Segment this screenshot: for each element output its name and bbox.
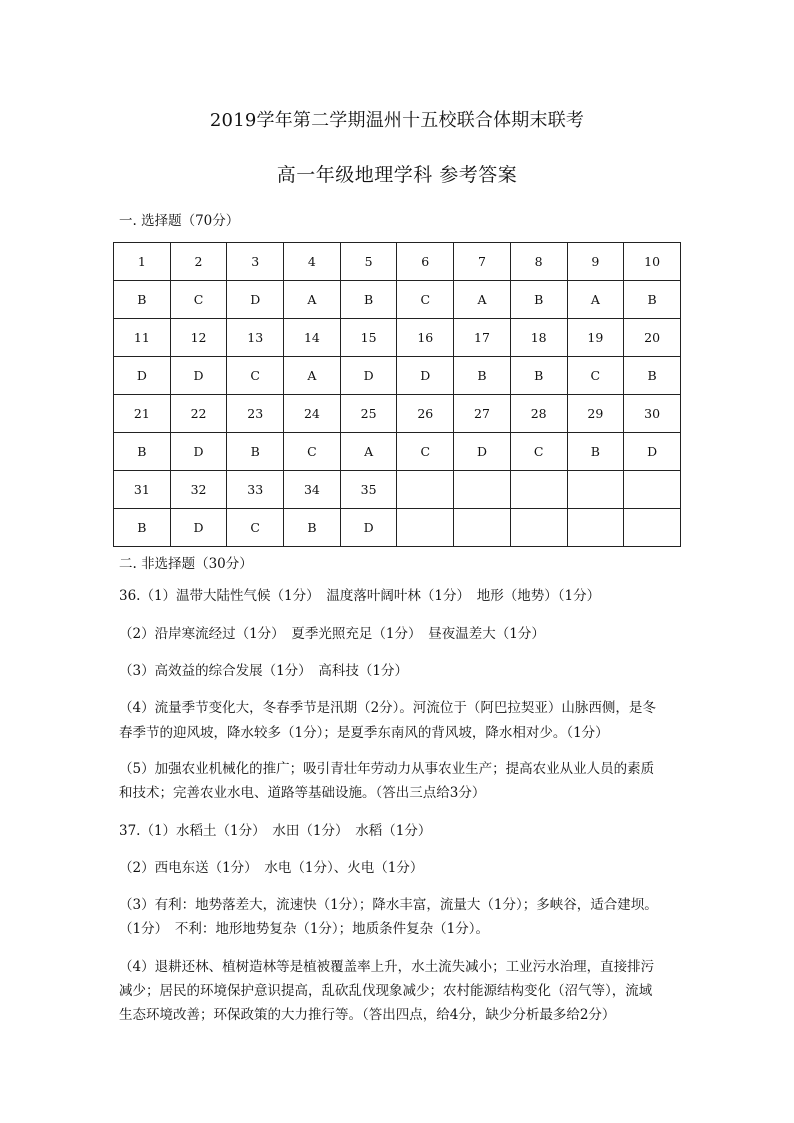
- question-number-cell: 12: [170, 319, 227, 357]
- exam-subtitle: 高一年级地理学科 参考答案: [276, 164, 518, 186]
- question-number-cell: 24: [284, 395, 341, 433]
- question-number-cell: 11: [114, 319, 171, 357]
- answer-cell: A: [567, 281, 624, 319]
- exam-title: 2019学年第二学期温州十五校联合体期末联考: [209, 110, 585, 131]
- q36-part5-line2: 和技术；完善农业水电、道路等基础设施。（答出三点给3分）: [119, 785, 486, 801]
- question-number-cell: 25: [340, 395, 397, 433]
- question-number-cell: 14: [284, 319, 341, 357]
- answer-cell: [397, 509, 454, 547]
- answer-cell: B: [454, 357, 511, 395]
- question-number-cell: 8: [510, 243, 567, 281]
- question-number-cell: 26: [397, 395, 454, 433]
- q37-part4-line1: （4）退耕还林、植树造林等是植被覆盖率上升，水土流失减小；工业污水治理，直接排污: [119, 959, 655, 975]
- question-number-cell: 4: [284, 243, 341, 281]
- question-number-cell: 35: [340, 471, 397, 509]
- question-number-cell: 1: [114, 243, 171, 281]
- answer-cell: A: [454, 281, 511, 319]
- question-number-row: [114, 319, 681, 357]
- answer-cell: [510, 509, 567, 547]
- q36-part4-line2: 春季节的迎风坡，降水较多（1分）；是夏季东南风的背风坡，降水相对少。（1分）: [119, 725, 609, 741]
- question-number-row: [114, 471, 681, 509]
- question-number-cell: 32: [170, 471, 227, 509]
- answer-cell: A: [340, 433, 397, 471]
- question-number-cell: 5: [340, 243, 397, 281]
- answer-cell: [454, 509, 511, 547]
- q36-part3: （3）高效益的综合发展（1分） 高科技（1分）: [119, 663, 409, 679]
- answer-cell: D: [227, 281, 284, 319]
- question-number-cell: 2: [170, 243, 227, 281]
- question-number-cell: 13: [227, 319, 284, 357]
- answer-cell: B: [340, 281, 397, 319]
- question-number-cell: 15: [340, 319, 397, 357]
- q37-part3-line1: （3）有利：地势落差大，流速快（1分）；降水丰富，流量大（1分）；多峡谷，适合建坝。: [119, 897, 658, 913]
- answer-cell: B: [114, 281, 171, 319]
- q36-part1: 36.（1）温带大陆性气候（1分） 温度落叶阔叶林（1分） 地形（地势）（1分）: [119, 588, 601, 604]
- q36-part5-line1: （5）加强农业机械化的推广；吸引青壮年劳动力从事农业生产；提高农业从业人员的素质: [119, 761, 655, 777]
- question-number-row: [114, 395, 681, 433]
- q37-part4-line3: 生态环境改善；环保政策的大力推行等。（答出四点，给4分，缺少分析最多给2分）: [119, 1007, 616, 1023]
- q37-part3-line2: （1分） 不利：地形地势复杂（1分）；地质条件复杂（1分）。: [119, 921, 490, 937]
- question-number-cell: [454, 471, 511, 509]
- question-number-cell: 20: [624, 319, 681, 357]
- section1-heading: 一. 选择题（70分）: [119, 213, 240, 229]
- answer-cell: D: [170, 433, 227, 471]
- question-number-cell: [397, 471, 454, 509]
- answer-cell: B: [624, 281, 681, 319]
- answer-cell: D: [114, 357, 171, 395]
- answer-cell: B: [114, 433, 171, 471]
- answer-cell: C: [397, 281, 454, 319]
- question-number-cell: 22: [170, 395, 227, 433]
- question-number-cell: 28: [510, 395, 567, 433]
- question-number-cell: 3: [227, 243, 284, 281]
- answer-cell: A: [284, 357, 341, 395]
- answer-cell: A: [284, 281, 341, 319]
- answer-cell: D: [170, 357, 227, 395]
- question-number-cell: 17: [454, 319, 511, 357]
- answer-row: [114, 281, 681, 319]
- answer-cell: C: [567, 357, 624, 395]
- answer-cell: C: [510, 433, 567, 471]
- question-number-cell: 31: [114, 471, 171, 509]
- answer-cell: C: [284, 433, 341, 471]
- answer-cell: B: [567, 433, 624, 471]
- answer-cell: B: [624, 357, 681, 395]
- answer-cell: [567, 509, 624, 547]
- answer-row: [114, 433, 681, 471]
- question-number-cell: 19: [567, 319, 624, 357]
- answer-row: [114, 509, 681, 547]
- question-number-cell: 10: [624, 243, 681, 281]
- answer-cell: C: [227, 509, 284, 547]
- q36-part4-line1: （4）流量季节变化大，冬春季节是汛期（2分）。河流位于（阿巴拉契亚）山脉西侧，是冬: [119, 700, 656, 716]
- q37-part1: 37.（1）水稻土（1分） 水田（1分） 水稻（1分）: [119, 823, 432, 839]
- question-number-cell: [624, 471, 681, 509]
- question-number-cell: 23: [227, 395, 284, 433]
- answer-cell: D: [454, 433, 511, 471]
- answer-cell: B: [227, 433, 284, 471]
- answer-cell: B: [510, 357, 567, 395]
- question-number-cell: 21: [114, 395, 171, 433]
- answer-cell: B: [510, 281, 567, 319]
- answer-cell: C: [170, 281, 227, 319]
- question-number-cell: 9: [567, 243, 624, 281]
- question-number-cell: [567, 471, 624, 509]
- question-number-cell: 6: [397, 243, 454, 281]
- answer-cell: D: [340, 357, 397, 395]
- answer-row: [114, 357, 681, 395]
- question-number-row: [114, 243, 681, 281]
- answer-cell: D: [397, 357, 454, 395]
- answer-cell: B: [114, 509, 171, 547]
- multiple-choice-answer-table: [113, 242, 681, 547]
- answer-cell: D: [170, 509, 227, 547]
- answer-cell: D: [340, 509, 397, 547]
- q36-part2: （2）沿岸寒流经过（1分） 夏季光照充足（1分） 昼夜温差大（1分）: [119, 626, 545, 642]
- question-number-cell: [510, 471, 567, 509]
- answer-cell: B: [284, 509, 341, 547]
- answer-cell: D: [624, 433, 681, 471]
- q37-part4-line2: 减少；居民的环境保护意识提高，乱砍乱伐现象减少；农村能源结构变化（沼气等），流域: [119, 983, 653, 999]
- question-number-cell: 18: [510, 319, 567, 357]
- question-number-cell: 16: [397, 319, 454, 357]
- question-number-cell: 30: [624, 395, 681, 433]
- answer-cell: C: [397, 433, 454, 471]
- answer-cell: C: [227, 357, 284, 395]
- section2-heading: 二. 非选择题（30分）: [119, 556, 253, 572]
- question-number-cell: 33: [227, 471, 284, 509]
- answer-cell: [624, 509, 681, 547]
- question-number-cell: 34: [284, 471, 341, 509]
- question-number-cell: 7: [454, 243, 511, 281]
- question-number-cell: 27: [454, 395, 511, 433]
- q37-part2: （2）西电东送（1分） 水电（1分）、火电（1分）: [119, 860, 424, 876]
- question-number-cell: 29: [567, 395, 624, 433]
